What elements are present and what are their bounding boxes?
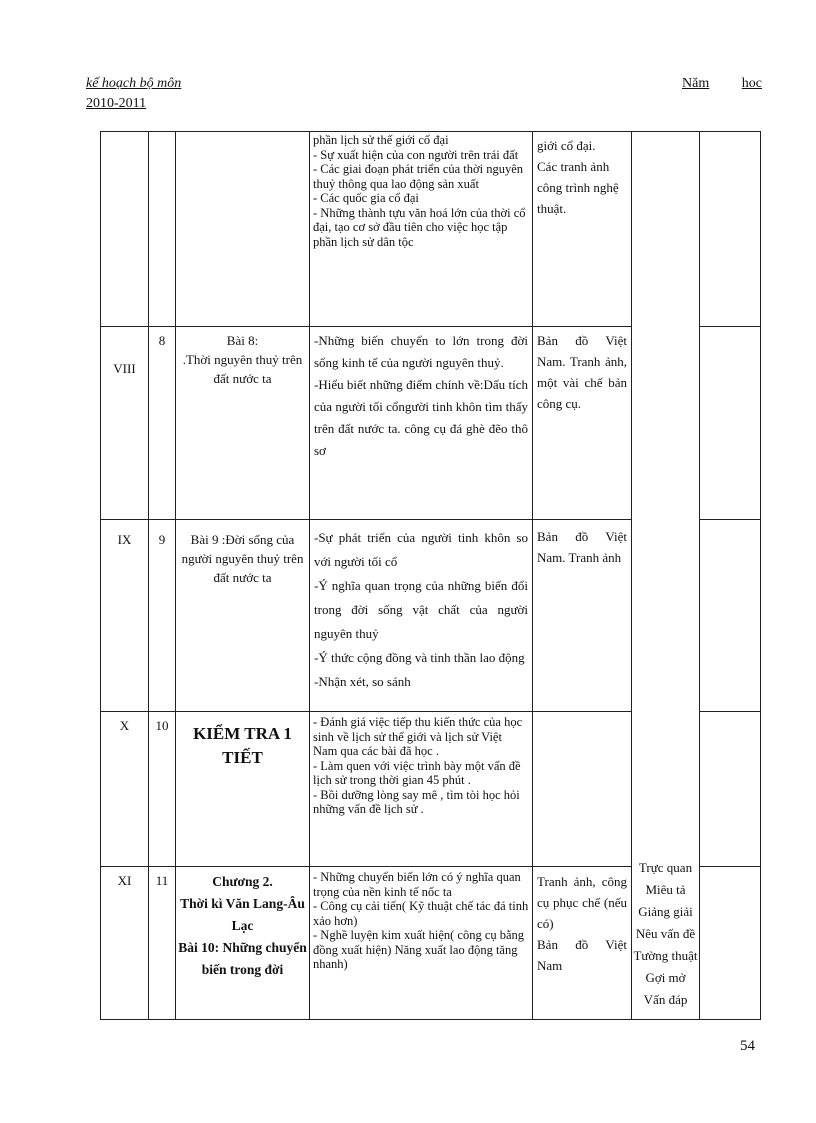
week-label: 9 xyxy=(158,532,166,547)
table-row xyxy=(101,132,761,327)
content-cell xyxy=(310,867,533,1020)
notes-cell xyxy=(700,867,761,1020)
month-label: IX xyxy=(117,532,132,547)
materials-cell xyxy=(533,327,632,520)
lesson-cell xyxy=(176,520,310,712)
lesson-title: Bài 9 :Đời sống của người nguyên thuỷ trên đất nước ta xyxy=(181,532,304,585)
header-right xyxy=(682,76,762,92)
lesson-cell xyxy=(176,867,310,1020)
notes-cell xyxy=(700,132,761,327)
week-cell xyxy=(149,327,176,520)
week-label: 10 xyxy=(155,718,169,733)
month-label: XI xyxy=(117,873,132,888)
content-cell xyxy=(310,327,533,520)
materials-cell xyxy=(533,520,632,712)
methods-cell xyxy=(632,132,700,1020)
month-cell xyxy=(101,132,149,327)
content-cell xyxy=(310,132,533,327)
header-right-word2: hoc xyxy=(741,76,762,91)
notes-cell xyxy=(700,327,761,520)
content-text: - Đánh giá việc tiếp thu kiến thức của học sinh về lịch sử thế giới và lịch sử Việt Nam qua các bài đã học . - Làm quen với việc trình bày một vấn đề lịch sử trong thời gian 45 phút . - Bồi dưỡng lòng say mê , tìm tòi học hỏi những vấn đề lịch sử . xyxy=(313,715,523,816)
test-title: KIỂM TRA 1 TIẾT xyxy=(193,724,292,767)
content-text: -Sự phát triển của người tinh khôn so với người tối cổ -Ý nghĩa quan trọng của những biến đổi trong đời sống vật chất của người nguyên thuỷ -Ý thức cộng đồng và tinh thần lao động -Nhận xét, so sánh xyxy=(314,530,528,689)
materials-cell xyxy=(533,867,632,1020)
materials-cell xyxy=(533,132,632,327)
content-cell xyxy=(310,520,533,712)
lesson-cell xyxy=(176,327,310,520)
materials-cell xyxy=(533,712,632,867)
content-cell xyxy=(310,712,533,867)
month-cell xyxy=(101,867,149,1020)
week-label: 8 xyxy=(158,333,166,348)
header-school-year: 2010-2011 xyxy=(86,96,147,111)
materials-text: Bản đồ Việt Nam. Tranh ảnh xyxy=(537,529,627,565)
content-text: - Những chuyển biến lớn có ý nghĩa quan trọng của nền kinh tế nốc ta - Công cụ cải tiến( Kỹ thuật chế tác đá tinh xảo hơn) - Nghề luyện kim xuất hiện( công cụ bằng đồng xuất hiện) Năng xuất lao động tăng nhanh) xyxy=(313,870,529,971)
notes-cell xyxy=(700,520,761,712)
month-cell xyxy=(101,520,149,712)
page-number: 54 xyxy=(740,1038,755,1054)
header-subject: kế hoạch bộ môn xyxy=(86,76,182,91)
materials-text: giới cổ đại. Các tranh ảnh công trình nghệ thuật. xyxy=(537,138,619,216)
week-cell xyxy=(149,712,176,867)
content-text: phần lịch sử thế giới cổ đại - Sự xuất hiện của con người trên trái đất - Các giai đoạn phát triển của thời nguyên thuỷ thông qua lao động sản xuất - Các quốc gia cổ đại - Những thành tựu văn hoá lớn của thời cổ đại, tạo cơ sở đầu tiên cho việc học tập phần lịch sử dân tộc xyxy=(313,133,526,249)
notes-cell xyxy=(700,712,761,867)
month-cell xyxy=(101,712,149,867)
chapter-title: Chương 2. Thời kì Văn Lang-Âu Lạc Bài 10: Những chuyển biến trong đời xyxy=(178,874,307,977)
week-cell xyxy=(149,132,176,327)
month-cell xyxy=(101,327,149,520)
lesson-plan-table xyxy=(100,131,761,1020)
month-label: X xyxy=(119,718,130,733)
lesson-cell xyxy=(176,132,310,327)
lesson-cell xyxy=(176,712,310,867)
lesson-title: Bài 8: .Thời nguyên thuỷ trên đất nước ta xyxy=(182,333,303,386)
week-cell xyxy=(149,867,176,1020)
materials-text: Bản đồ Việt Nam. Tranh ảnh, một vài chế bản công cụ. xyxy=(537,333,627,411)
week-cell xyxy=(149,520,176,712)
header-right-word1: Năm xyxy=(682,76,710,91)
week-label: 11 xyxy=(155,873,169,888)
content-text: -Những biến chuyển to lớn trong đời sống kinh tế của người nguyên thuỷ. -Hiểu biết những điểm chính về:Dấu tích của người tối cổngười tinh khôn tìm thấy trên đất nước ta. công cụ đá ghè đẽo thô sơ xyxy=(314,333,528,458)
materials-text: Tranh ảnh, công cụ phục chế (nếu có) Bản đồ Việt Nam xyxy=(537,874,627,973)
month-label: VIII xyxy=(113,361,136,376)
methods-text: Trực quan Miêu tả Giảng giải Nêu vấn đề Tường thuật Gợi mở Vấn đáp xyxy=(633,860,698,1007)
